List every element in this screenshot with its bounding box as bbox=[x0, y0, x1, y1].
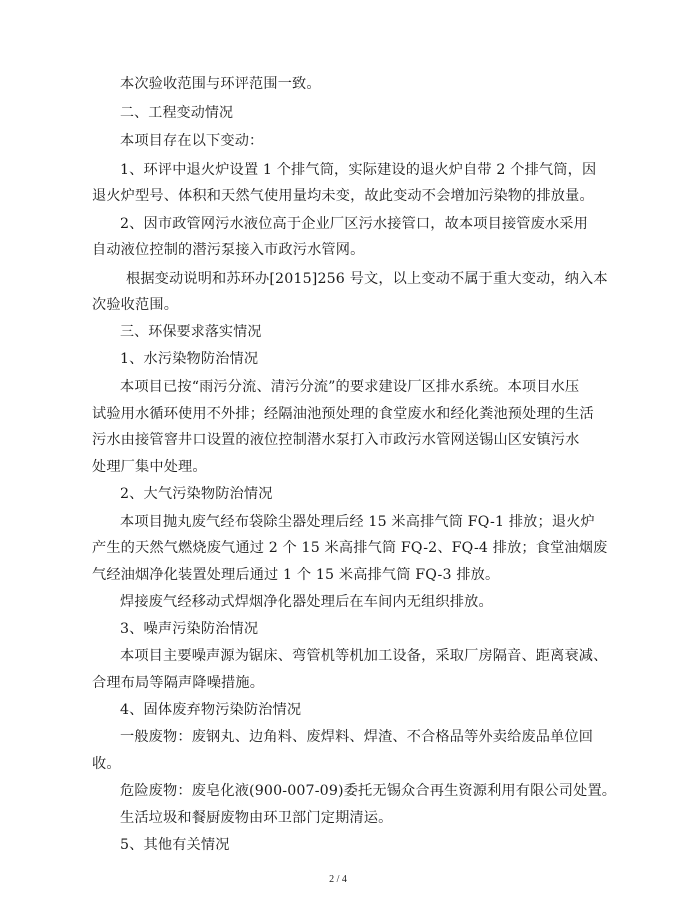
subsection-heading: 1、水污染物防治情况 bbox=[120, 351, 259, 367]
text-line: 2、因市政管网污水液位高于企业厂区污水接管口，故本项目接管废水采用 bbox=[120, 216, 588, 232]
text-line: 退火炉型号、体积和天然气使用量均未变，故此变动不会增加污染物的排放量。 bbox=[92, 188, 594, 204]
text-line: 产生的天然气燃烧废气通过 2 个 15 米高排气筒 FQ-2、FQ-4 排放；食堂油烟废 bbox=[92, 540, 608, 556]
text-line: 危险废物：废皂化液(900-007-09)委托无锡众合再生资源利用有限公司处置。 bbox=[120, 783, 617, 799]
text-line: 本项目主要噪声源为锯床、弯管机等机加工设备，采取厂房隔音、距离衰减、 bbox=[120, 648, 608, 664]
section-heading: 三、环保要求落实情况 bbox=[120, 324, 262, 340]
text-line: 收。 bbox=[92, 756, 121, 772]
text-line: 本项目存在以下变动： bbox=[120, 133, 264, 149]
text-line: 试验用水循环使用不外排；经隔油池预处理的食堂废水和经化粪池预处理的生活 bbox=[92, 406, 594, 422]
text-line: 根据变动说明和苏环办[2015]256 号文，以上变动不属于重大变动，纳入本 bbox=[126, 271, 608, 287]
text-line: 本项目已按“雨污分流、清污分流”的要求建设厂区排水系统。本项目水压 bbox=[120, 379, 580, 395]
subsection-heading: 2、大气污染物防治情况 bbox=[120, 486, 273, 502]
subsection-heading: 4、固体废弃物污染防治情况 bbox=[120, 702, 302, 718]
text-line: 生活垃圾和餐厨废物由环卫部门定期清运。 bbox=[120, 810, 393, 826]
text-line: 次验收范围。 bbox=[92, 297, 179, 313]
text-line: 焊接废气经移动式焊烟净化器处理后在车间内无组织排放。 bbox=[120, 594, 493, 610]
text-line: 本项目抛丸废气经布袋除尘器处理后经 15 米高排气筒 FQ-1 排放；退火炉 bbox=[120, 514, 595, 530]
section-heading: 二、工程变动情况 bbox=[120, 105, 234, 121]
subsection-heading: 5、其他有关情况 bbox=[120, 837, 230, 853]
subsection-heading: 3、噪声污染防治情况 bbox=[120, 621, 259, 637]
text-line: 合理布局等隔声降噪措施。 bbox=[92, 675, 265, 691]
text-line: 一般废物：废钢丸、边角料、废焊料、焊渣、不合格品等外卖给废品单位回 bbox=[120, 729, 594, 745]
text-line: 本次验收范围与环评范围一致。 bbox=[120, 76, 321, 92]
text-line: 自动液位控制的潜污泵接入市政污水管网。 bbox=[92, 242, 365, 258]
text-line: 气经油烟净化装置处理后通过 1 个 15 米高排气筒 FQ-3 排放。 bbox=[92, 567, 500, 583]
text-line: 处理厂集中处理。 bbox=[92, 459, 207, 475]
page-number: 2 / 4 bbox=[329, 874, 347, 885]
text-line: 1、环评中退火炉设置 1 个排气筒，实际建设的退火炉自带 2 个排气筒，因 bbox=[120, 162, 597, 178]
text-line: 污水由接管窨井口设置的液位控制潜水泵打入市政污水管网送锡山区安镇污水 bbox=[92, 432, 580, 448]
